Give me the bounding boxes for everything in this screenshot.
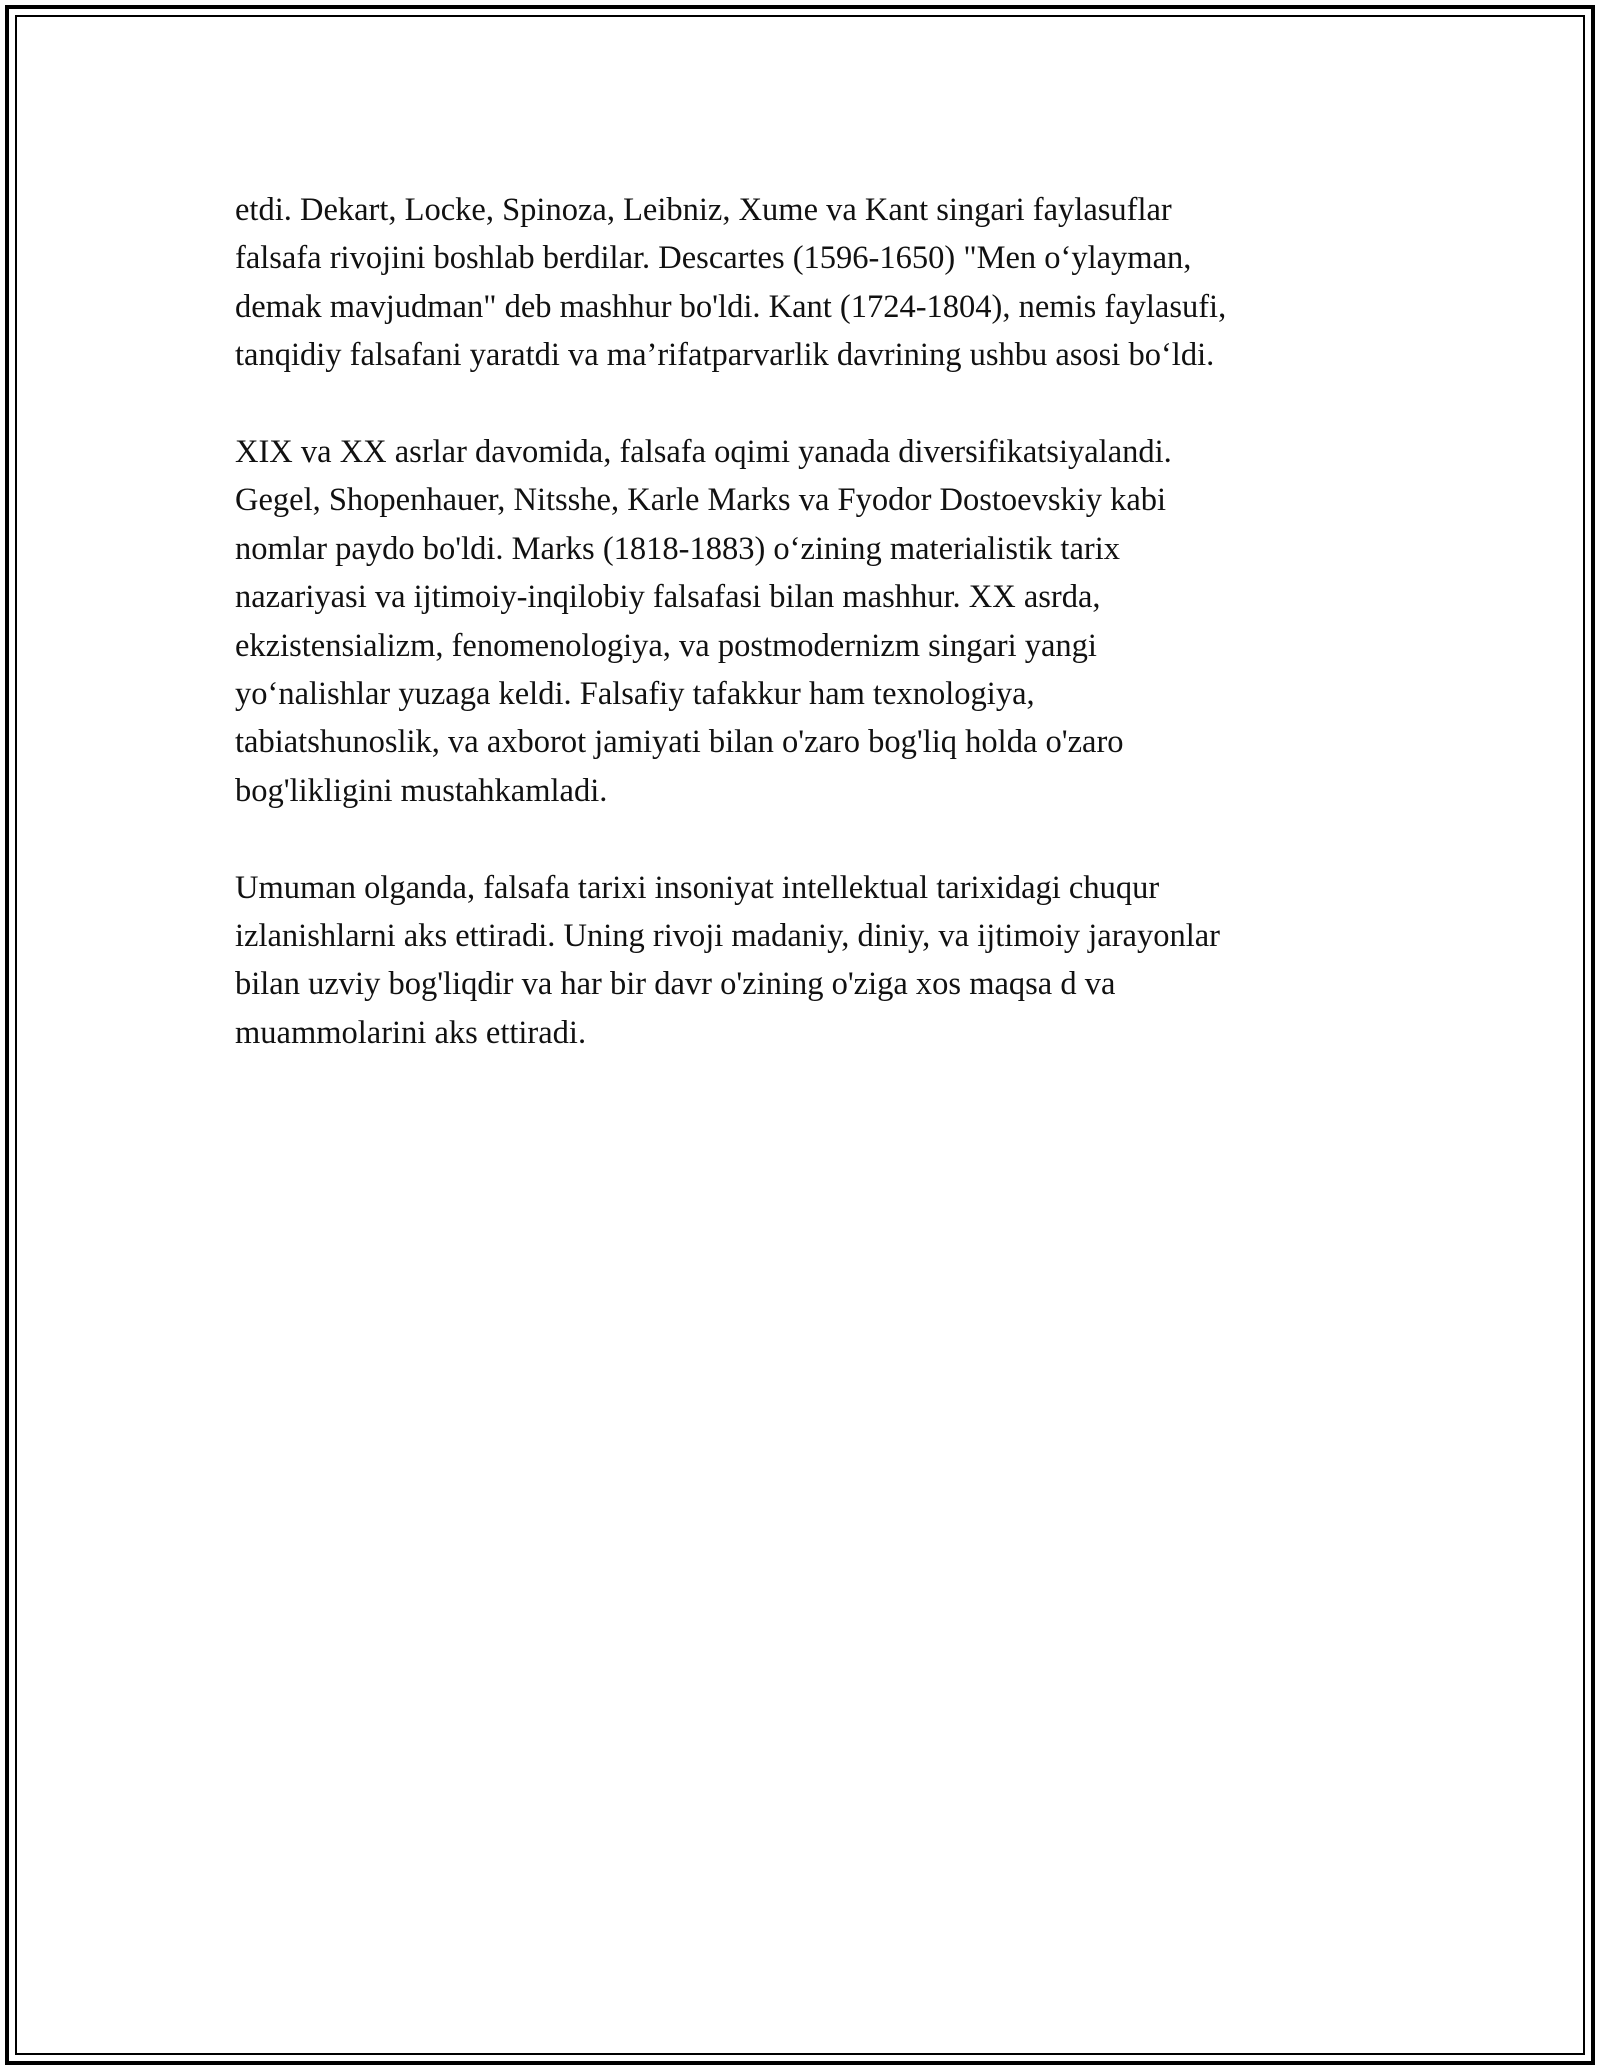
paragraph-2 xyxy=(235,428,1385,815)
paragraph-3 xyxy=(235,864,1385,1058)
text-line: Umuman olganda, falsafa tarixi insoniyat intellektual tarixidagi chuqur xyxy=(235,869,1160,906)
text-line: tabiatshunoslik, va axborot jamiyati bilan o'zaro bog'liq holda o'zaro xyxy=(235,724,1124,761)
text-line: izlanishlarni aks ettiradi. Uning rivoji madaniy, diniy, va ijtimoiy jarayonlar xyxy=(235,918,1220,955)
text-line: etdi. Dekart, Locke, Spinoza, Leibniz, Xume va Kant singari faylasuflar xyxy=(235,192,1172,228)
text-line: muammolarini aks ettiradi. xyxy=(235,1014,587,1051)
text-line: bilan uzviy bog'liqdir va har bir davr o'zining o'ziga xos maqsa d va xyxy=(235,966,1116,1003)
text-line: Gegel, Shopenhauer, Nitsshe, Karle Marks va Fyodor Dostoevskiy kabi xyxy=(235,482,1167,519)
document-body xyxy=(235,186,1385,1106)
text-line: ekzistensializm, fenomenologiya, va postmodernizm singari yangi xyxy=(235,627,1097,664)
text-line: nazariyasi va ijtimoiy-inqilobiy falsafasi bilan mashhur. XX asrda, xyxy=(235,579,1101,616)
text-line: falsafa rivojini boshlab berdilar. Descartes (1596-1650) "Men o‘ylayman, xyxy=(235,240,1192,277)
text-line: nomlar paydo bo'ldi. Marks (1818-1883) o‘zining materialistik tarix xyxy=(235,530,1120,567)
paragraph-1 xyxy=(235,186,1385,380)
text-line: bog'likligini mustahkamladi. xyxy=(235,772,608,809)
text-line: yo‘nalishlar yuzaga keldi. Falsafiy tafakkur ham texnologiya, xyxy=(235,676,1035,713)
text-line: demak mavjudman" deb mashhur bo'ldi. Kant (1724-1804), nemis faylasufi, xyxy=(235,288,1227,325)
text-line: XIX va XX asrlar davomida, falsafa oqimi yanada diversifikatsiyalandi. xyxy=(235,434,1172,471)
text-line: tanqidiy falsafani yaratdi va ma’rifatparvarlik davrining ushbu asosi bo‘ldi. xyxy=(235,337,1215,374)
